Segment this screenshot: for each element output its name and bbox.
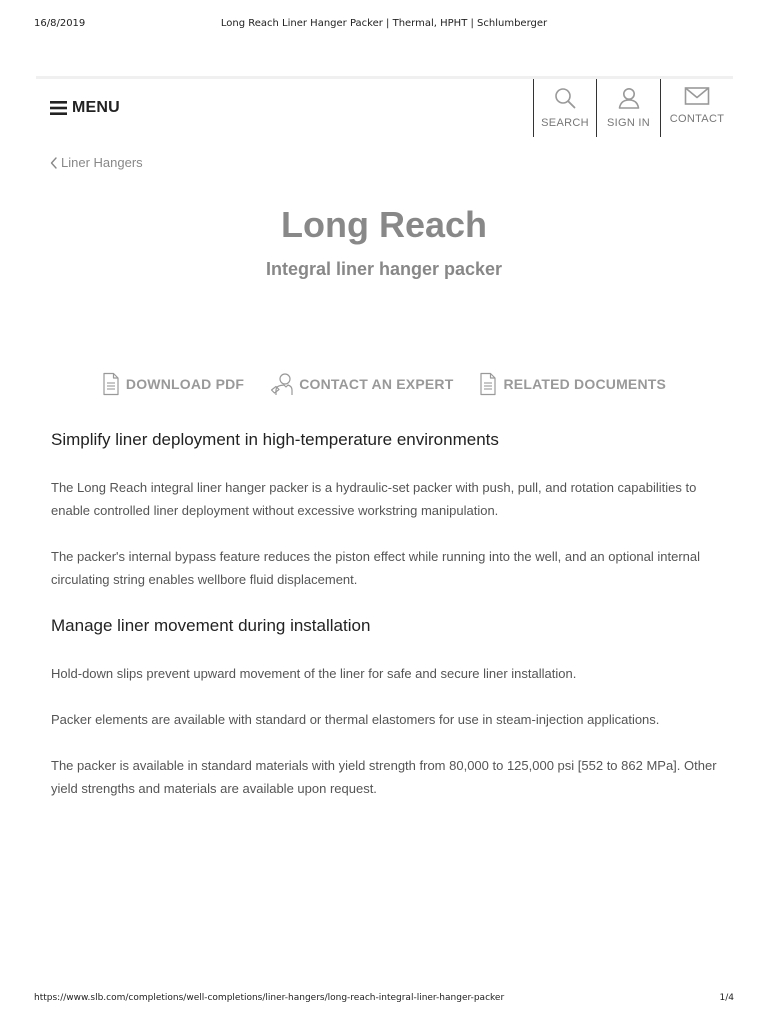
section-heading: Simplify liner deployment in high-temperature environments — [51, 430, 499, 449]
section-heading: Manage liner movement during installation — [51, 616, 371, 635]
contact-button[interactable] — [660, 79, 733, 137]
page-title: Long Reach — [280, 204, 487, 245]
documents-icon — [479, 372, 497, 396]
contact-expert-label: CONTACT AN EXPERT — [299, 376, 454, 392]
product-description — [51, 430, 718, 800]
download-pdf-label: DOWNLOAD PDF — [125, 376, 245, 392]
envelope-icon — [684, 85, 710, 107]
body-paragraph: Packer elements are available with standard or thermal elastomers for use in steam-injection applications. — [51, 712, 660, 727]
contact-label: CONTACT — [669, 113, 725, 125]
resource-actions — [0, 372, 768, 396]
body-paragraph: The packer's internal bypass feature reduces the piston effect while running into the well, and an optional internal circulating string enables wellbore fluid displacement. — [51, 549, 701, 587]
page-number: 1/4 — [719, 993, 734, 1003]
page-subtitle: Integral liner hanger packer — [265, 259, 503, 279]
sign-in-label: SIGN IN — [606, 117, 651, 129]
search-button[interactable] — [533, 79, 596, 137]
breadcrumb-link-liner-hangers[interactable]: Liner Hangers — [61, 155, 143, 170]
body-paragraph: The Long Reach integral liner hanger packer is a hydraulic-set packer with push, pull, and rotation capabilities to enable controlled liner deployment without excessive workstring manipulation. — [51, 480, 697, 518]
nav-actions — [533, 79, 733, 137]
chevron-left-icon — [50, 157, 58, 169]
search-icon — [553, 86, 577, 110]
print-header — [34, 18, 734, 32]
search-label: SEARCH — [541, 117, 589, 129]
menu-button[interactable] — [50, 97, 120, 119]
related-documents-link[interactable] — [479, 372, 666, 396]
print-footer — [34, 993, 734, 1007]
user-icon — [617, 86, 641, 110]
body-paragraph: The packer is available in standard materials with yield strength from 80,000 to 125,000 psi [552 to 862 MPa]. Other yield strengths and materials are available upon request. — [51, 758, 717, 796]
contact-expert-link[interactable] — [270, 372, 453, 396]
print-page-title: Long Reach Liner Hanger Packer | Thermal, HPHT | Schlumberger — [220, 18, 548, 29]
document-icon — [102, 372, 120, 396]
body-paragraph: Hold-down slips prevent upward movement of the liner for safe and secure liner installation. — [51, 666, 577, 681]
breadcrumb[interactable] — [50, 155, 143, 170]
print-date: 16/8/2019 — [34, 18, 86, 29]
related-documents-label: RELATED DOCUMENTS — [503, 376, 667, 392]
page-url: https://www.slb.com/completions/well-completions/liner-hangers/long-reach-integral-liner-hanger-packer — [34, 993, 505, 1003]
expert-icon — [270, 372, 294, 396]
menu-icon — [50, 101, 67, 115]
sign-in-button[interactable] — [596, 79, 660, 137]
site-navigation — [36, 79, 733, 137]
download-pdf-link[interactable] — [102, 372, 244, 396]
menu-label: MENU — [72, 99, 120, 116]
